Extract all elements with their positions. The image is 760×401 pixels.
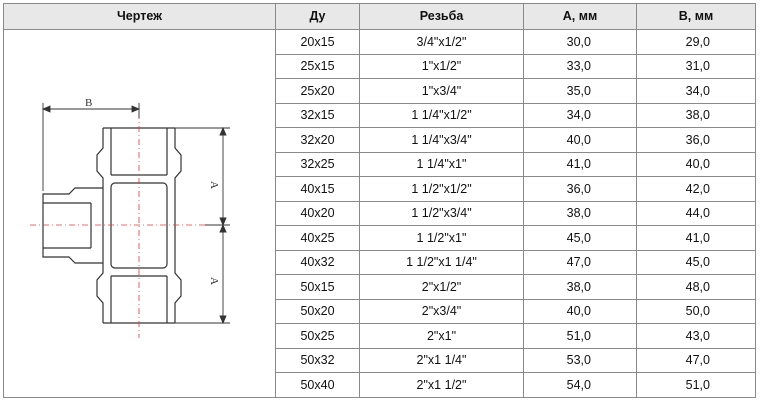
cell-b-mm: 34,0 bbox=[637, 79, 756, 104]
cell-b-mm: 44,0 bbox=[637, 201, 756, 226]
cell-a-mm: 35,0 bbox=[524, 79, 637, 104]
cell-b-mm: 48,0 bbox=[637, 275, 756, 300]
cell-thread: 1 1/2"x3/4" bbox=[360, 201, 524, 226]
cell-thread: 1 1/2"x1/2" bbox=[360, 177, 524, 202]
cell-b-mm: 40,0 bbox=[637, 152, 756, 177]
dimension-b-label: B bbox=[84, 97, 92, 110]
cell-thread: 3/4"x1/2" bbox=[360, 30, 524, 55]
cell-a-mm: 41,0 bbox=[524, 152, 637, 177]
table-row bbox=[4, 30, 756, 55]
cell-thread: 2"x1 1/2" bbox=[360, 373, 524, 398]
tee-fitting-drawing bbox=[15, 63, 265, 363]
header-b-mm: В, мм bbox=[637, 4, 756, 30]
cell-a-mm: 47,0 bbox=[524, 250, 637, 275]
cell-du: 32x15 bbox=[276, 103, 360, 128]
cell-b-mm: 29,0 bbox=[637, 30, 756, 55]
cell-b-mm: 36,0 bbox=[637, 128, 756, 153]
cell-a-mm: 34,0 bbox=[524, 103, 637, 128]
cell-du: 25x15 bbox=[276, 54, 360, 79]
cell-a-mm: 38,0 bbox=[524, 201, 637, 226]
cell-du: 40x15 bbox=[276, 177, 360, 202]
cell-du: 25x20 bbox=[276, 79, 360, 104]
cell-a-mm: 40,0 bbox=[524, 128, 637, 153]
cell-b-mm: 42,0 bbox=[637, 177, 756, 202]
cell-a-mm: 30,0 bbox=[524, 30, 637, 55]
cell-du: 40x25 bbox=[276, 226, 360, 251]
cell-thread: 2"x1/2" bbox=[360, 275, 524, 300]
header-row bbox=[4, 4, 756, 30]
cell-a-mm: 45,0 bbox=[524, 226, 637, 251]
cell-du: 32x20 bbox=[276, 128, 360, 153]
header-a-mm: А, мм bbox=[524, 4, 637, 30]
cell-thread: 1 1/2"x1 1/4" bbox=[360, 250, 524, 275]
cell-a-mm: 40,0 bbox=[524, 299, 637, 324]
cell-a-mm: 51,0 bbox=[524, 324, 637, 349]
header-du: Ду bbox=[276, 4, 360, 30]
cell-du: 40x32 bbox=[276, 250, 360, 275]
cell-b-mm: 47,0 bbox=[637, 348, 756, 373]
cell-b-mm: 43,0 bbox=[637, 324, 756, 349]
table-body bbox=[4, 30, 756, 398]
cell-b-mm: 31,0 bbox=[637, 54, 756, 79]
cell-du: 50x25 bbox=[276, 324, 360, 349]
cell-a-mm: 38,0 bbox=[524, 275, 637, 300]
cell-thread: 2"x3/4" bbox=[360, 299, 524, 324]
cell-du: 40x20 bbox=[276, 201, 360, 226]
cell-thread: 1 1/4"x1" bbox=[360, 152, 524, 177]
cell-b-mm: 38,0 bbox=[637, 103, 756, 128]
drawing-cell bbox=[4, 30, 276, 398]
header-thread: Резьба bbox=[360, 4, 524, 30]
cell-du: 50x40 bbox=[276, 373, 360, 398]
cell-b-mm: 45,0 bbox=[637, 250, 756, 275]
cell-du: 50x15 bbox=[276, 275, 360, 300]
cell-du: 50x32 bbox=[276, 348, 360, 373]
cell-b-mm: 41,0 bbox=[637, 226, 756, 251]
cell-du: 20x15 bbox=[276, 30, 360, 55]
cell-thread: 1 1/4"x1/2" bbox=[360, 103, 524, 128]
cell-b-mm: 50,0 bbox=[637, 299, 756, 324]
cell-du: 50x20 bbox=[276, 299, 360, 324]
specs-table bbox=[3, 3, 756, 398]
cell-thread: 2"x1 1/4" bbox=[360, 348, 524, 373]
cell-thread: 1 1/2"x1" bbox=[360, 226, 524, 251]
cell-a-mm: 53,0 bbox=[524, 348, 637, 373]
cell-b-mm: 51,0 bbox=[637, 373, 756, 398]
specs-table-container bbox=[3, 3, 755, 398]
dimension-a-upper-label: A bbox=[207, 181, 220, 190]
cell-du: 32x25 bbox=[276, 152, 360, 177]
cell-thread: 1"x1/2" bbox=[360, 54, 524, 79]
header-drawing: Чертеж bbox=[4, 4, 276, 30]
cell-a-mm: 36,0 bbox=[524, 177, 637, 202]
cell-a-mm: 54,0 bbox=[524, 373, 637, 398]
cell-thread: 1 1/4"x3/4" bbox=[360, 128, 524, 153]
cell-a-mm: 33,0 bbox=[524, 54, 637, 79]
dimension-a-lower-label: A bbox=[207, 277, 220, 286]
cell-thread: 2"x1" bbox=[360, 324, 524, 349]
cell-thread: 1"x3/4" bbox=[360, 79, 524, 104]
